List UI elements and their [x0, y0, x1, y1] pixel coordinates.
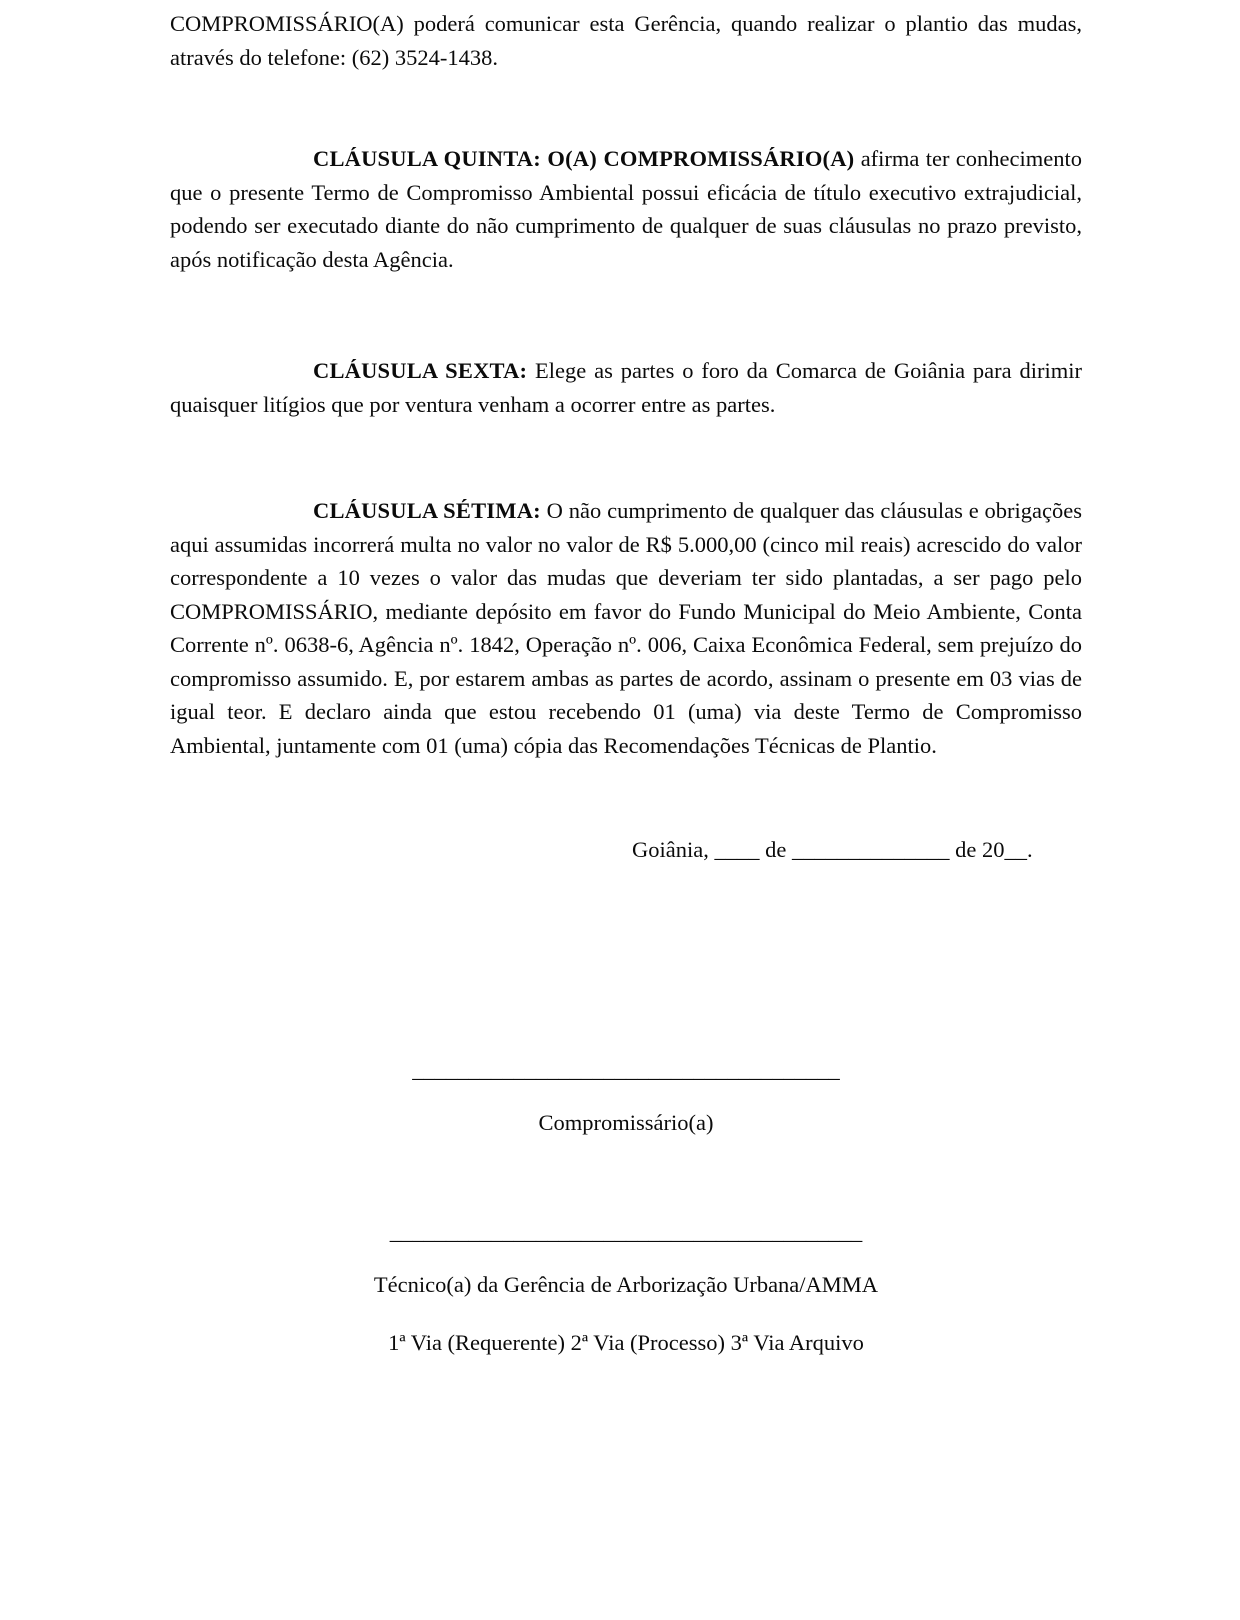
signature-label-compromissario: Compromissário(a) [538, 1110, 714, 1135]
clause-setima-lead: CLÁUSULA SÉTIMA: [313, 498, 541, 523]
clause-setima [170, 494, 1082, 762]
signature-block-compromissario [170, 1053, 1082, 1140]
document-text-block [170, 7, 1082, 1359]
date-place-line: Goiânia, ____ de ______________ de 20__. [632, 837, 1033, 862]
signature-line-tecnico: __________________________________________ [389, 1218, 863, 1244]
copies-note: 1ª Via (Requerente) 2ª Via (Processo) 3ª Via Arquivo [388, 1329, 864, 1355]
signature-line-compromissario: ______________________________________ [412, 1056, 840, 1082]
signature-block-tecnico [170, 1215, 1082, 1302]
clause-sexta-body: Elege as partes o foro da Comarca de Goiânia para dirimir quaisquer litígios que por ventura venham a ocorrer entre as partes. [170, 358, 1082, 417]
clause-quinta [170, 142, 1082, 276]
signature-label-tecnico: Técnico(a) da Gerência de Arborização Urbana/AMMA [373, 1272, 879, 1297]
clause-setima-body: O não cumprimento de qualquer das cláusulas e obrigações aqui assumidas incorrerá multa no valor no valor de R$ 5.000,00 (cinco mil reais) acrescido do valor correspondente a 10 vezes o valor das mudas que deveriam ter sido plantadas, a ser pago pelo COMPROMISSÁRIO, mediante depósito em favor do Fundo Municipal do Meio Ambiente, Conta Corrente nº. 0638-6, Agência nº. 1842, Operação nº. 006, Caixa Econômica Federal, sem prejuízo do compromisso assumido. E, por estarem ambas as partes de acordo, assinam o presente em 03 vias de igual teor. E declaro ainda que estou recebendo 01 (uma) via deste Termo de Compromisso Ambiental, juntamente com 01 (uma) cópia das Recomendações Técnicas de Plantio. [170, 498, 1082, 758]
clause-sexta-lead: CLÁUSULA SEXTA: [313, 358, 528, 383]
clause-quinta-lead: CLÁUSULA QUINTA: O(A) COMPROMISSÁRIO(A) [313, 146, 855, 171]
clause-sexta [170, 354, 1082, 421]
clause-quinta-body: afirma ter conhecimento que o presente Termo de Compromisso Ambiental possui eficácia de título executivo extrajudicial, podendo ser executado diante do não cumprimento de qualquer de suas cláusulas no prazo previsto, após notificação desta Agência. [170, 146, 1082, 272]
intro-paragraph: COMPROMISSÁRIO(A) poderá comunicar esta Gerência, quando realizar o plantio das mudas, através do telefone: (62) 3524-1438. [170, 11, 1082, 70]
